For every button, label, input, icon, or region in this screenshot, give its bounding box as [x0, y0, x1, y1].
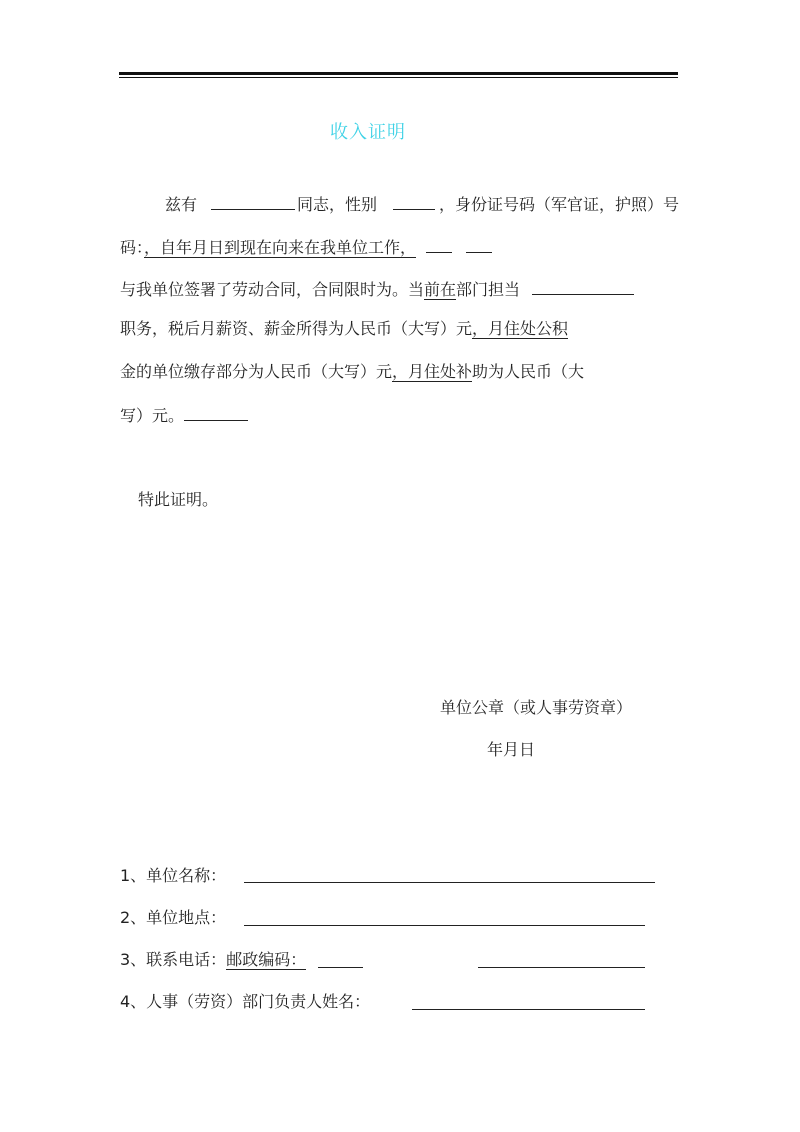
date-text: 年月日 [487, 740, 536, 759]
field-unit-name-label: 1、单位名称： [120, 866, 227, 885]
body-line-2 [120, 236, 492, 258]
text-housing-subsidy: ，月住处补 [392, 362, 473, 381]
body-line-3 [120, 278, 634, 300]
header-rule [119, 72, 678, 78]
text-salary: 职务，税后月薪资、薪金所得为人民币（大写）元 [120, 319, 473, 338]
field-hr-head-label: 4、人事（劳资）部门负责人姓名： [120, 992, 371, 1011]
text-dept-role: 部门担当 [456, 280, 521, 299]
body-line-6 [120, 404, 248, 426]
text-current-in: 前在 [424, 280, 457, 299]
body-line-1 [165, 193, 679, 215]
body-line-4 [120, 319, 568, 339]
text-subsidy-amount: 助为人民币（大 [472, 362, 585, 381]
text-ma: 码： [120, 238, 145, 257]
text-comrade-gender: 同志，性别 [297, 195, 378, 214]
text-yuan: 写）元。 [120, 406, 185, 425]
department-blank[interactable] [532, 278, 634, 295]
text-id-number: ，身份证号码（军官证，护照）号 [439, 195, 680, 214]
unit-address-field[interactable] [244, 924, 645, 926]
unit-name-field[interactable] [244, 881, 655, 883]
field-phone-label [120, 950, 306, 970]
text-zi-you: 兹有 [165, 195, 198, 214]
body-line-5 [120, 362, 584, 382]
gender-blank[interactable] [393, 193, 435, 210]
phone-label: 3、联系电话： [120, 950, 227, 969]
amount-blank[interactable] [184, 404, 248, 421]
phone-field[interactable] [478, 966, 645, 968]
postcode-label: 邮政编码： [226, 950, 307, 969]
text-work-since: ，自年月日到现在向来在我单位工作， [144, 238, 417, 257]
hr-head-name-field[interactable] [412, 1008, 645, 1010]
name-blank[interactable] [211, 193, 295, 210]
text-contract: 与我单位签署了劳动合同，合同限时为。当 [120, 280, 425, 299]
text-housing-fund: ，月住处公积 [472, 319, 569, 338]
document-title: 收入证明 [330, 122, 406, 143]
closing-text: 特此证明。 [138, 490, 219, 509]
blank-short-1[interactable] [426, 236, 452, 253]
blank-short-2[interactable] [466, 236, 492, 253]
text-fund-deposit: 金的单位缴存部分为人民币（大写）元 [120, 362, 393, 381]
postcode-field[interactable] [318, 966, 363, 968]
field-unit-address-label: 2、单位地点： [120, 908, 227, 927]
seal-text: 单位公章（或人事劳资章） [440, 698, 633, 717]
